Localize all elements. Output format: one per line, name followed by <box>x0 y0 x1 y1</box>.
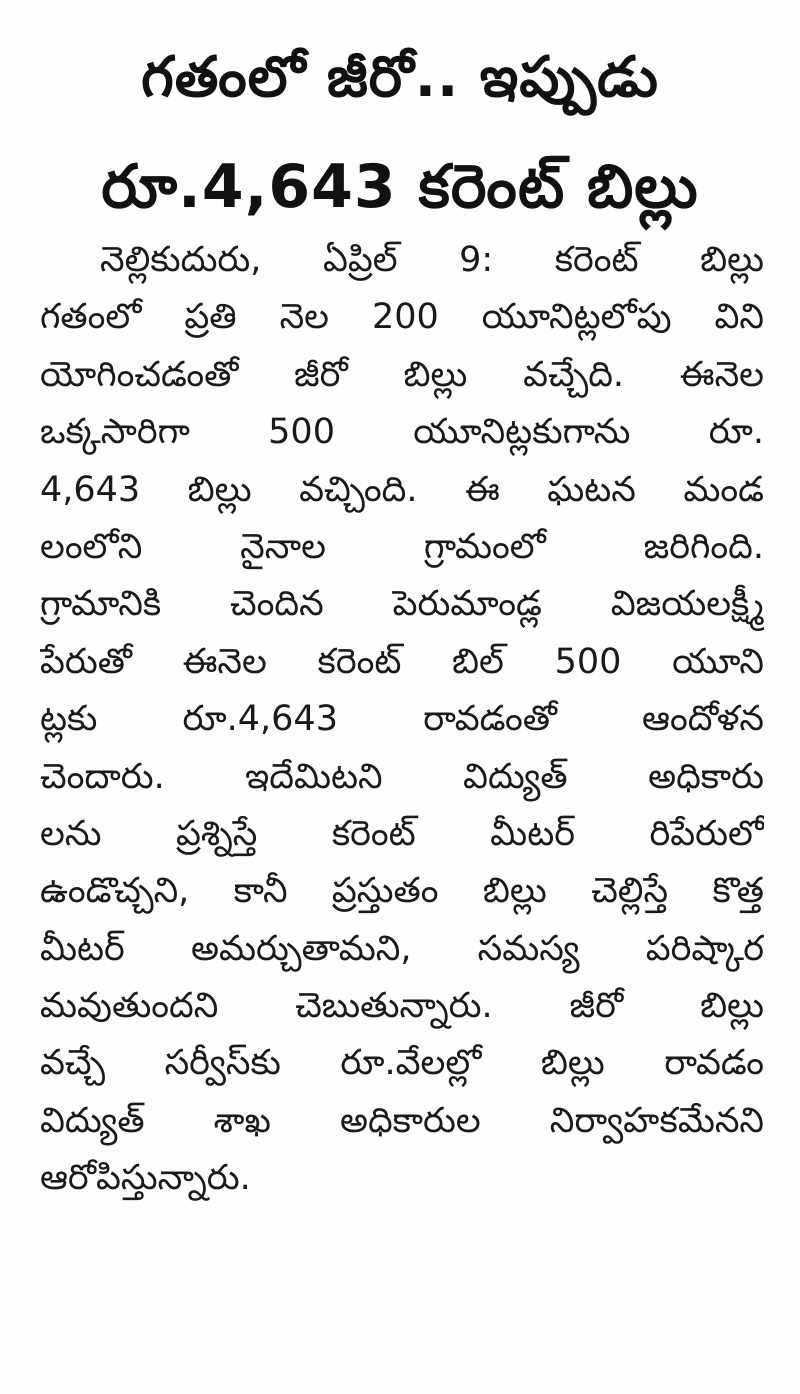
body-line: ట్లకు రూ.4,643 రావడంతో ఆందోళన <box>40 699 764 740</box>
body-line: వచ్చే సర్వీస్‌కు రూ.వేలల్లో బిల్లు రావడం <box>40 1043 764 1084</box>
body-line: గతంలో ప్రతి నెల 200 యూనిట్లలోపు విని <box>40 297 764 338</box>
article-body <box>40 232 764 1208</box>
body-line: విద్యుత్ శాఖ అధికారుల నిర్వాహకమేనని <box>40 1100 764 1141</box>
body-line: నెల్లికుదురు, ఏప్రిల్ 9: కరెంట్ బిల్లు <box>100 240 764 280</box>
body-line: లంలోని నైనాల గ్రామంలో జరిగింది. <box>40 526 764 567</box>
body-line: యోగించడంతో జీరో బిల్లు వచ్చేది. ఈనెల <box>40 354 764 395</box>
body-line: ఆరోపిస్తున్నారు. <box>40 1158 251 1199</box>
body-line: మీటర్ అమర్చుతామని, సమస్య పరిష్కార <box>40 928 764 969</box>
body-line: ఉండొచ్చని, కానీ ప్రస్తుతం బిల్లు చెల్లిస్తే కొత్త <box>40 871 764 912</box>
headline-line-2: రూ.4,643 కరెంట్ బిల్లు <box>101 152 699 222</box>
body-line: లను ప్రశ్నిస్తే కరెంట్ మీటర్ రిపేరులో <box>40 813 764 854</box>
body-line: గ్రామానికి చెందిన పెరుమాండ్ల విజయలక్ష్మీ <box>40 584 764 625</box>
headline-line-1: గతంలో జీరో.. ఇప్పుడు <box>141 45 659 110</box>
body-line: పేరుతో ఈనెల కరెంట్ బిల్ 500 యూని <box>40 641 764 682</box>
body-line: చెందారు. ఇదేమిటని విద్యుత్ అధికారు <box>40 756 764 797</box>
body-line: ఒక్కసారిగా 500 యూనిట్లకుగాను రూ. <box>40 412 764 453</box>
body-line: 4,643 బిల్లు వచ్చింది. ఈ ఘటన మండ <box>40 469 764 510</box>
body-line: మవుతుందని చెబుతున్నారు. జీరో బిల్లు <box>40 986 764 1027</box>
